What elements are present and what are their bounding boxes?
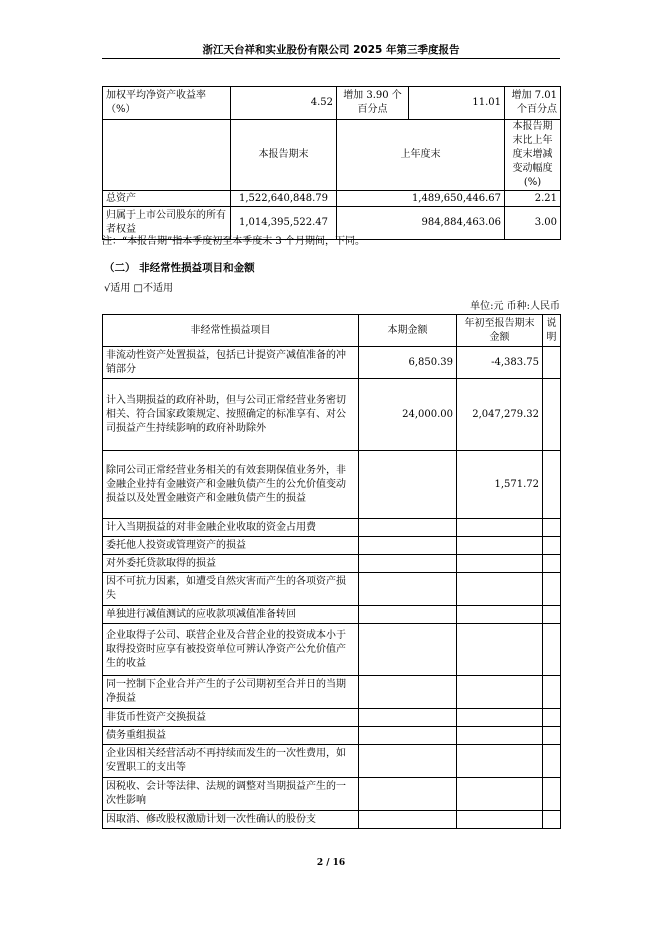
table-row [103, 315, 561, 347]
ytd-amount-cell [457, 606, 543, 624]
current-amount-cell [359, 745, 457, 778]
current-amount-cell [359, 727, 457, 745]
remark-cell [543, 573, 561, 606]
ytd-amount-cell: 2,047,279.32 [457, 379, 543, 451]
remark-cell [543, 727, 561, 745]
remark-cell [543, 745, 561, 778]
total-assets-period-end: 1,522,640,848.79 [231, 191, 337, 207]
item-cell: 同一控制下企业合并产生的子公司期初至合并日的当期净损益 [103, 676, 359, 709]
equity-period-end: 1,014,395,522.47 [231, 207, 337, 240]
table-row [103, 555, 561, 573]
table-row [103, 379, 561, 451]
item-cell: 计入当期损益的对非金融企业收取的资金占用费 [103, 519, 359, 537]
current-amount-cell [359, 606, 457, 624]
remark-cell [543, 676, 561, 709]
ytd-amount-cell [457, 778, 543, 811]
item-cell: 企业取得子公司、联营企业及合营企业的投资成本小于取得投资时应享有被投资单位可辨认净资产公允价值产生的收益 [103, 624, 359, 676]
remark-cell [543, 347, 561, 379]
ytd-amount-cell [457, 573, 543, 606]
equity-change: 3.00 [505, 207, 561, 240]
table-row [103, 727, 561, 745]
ytd-amount-cell [457, 727, 543, 745]
item-cell: 企业因相关经营活动不再持续而发生的一次性费用，如安置职工的支出等 [103, 745, 359, 778]
remark-cell [543, 451, 561, 519]
ytd-amount-cell [457, 537, 543, 555]
col-header-remark: 说明 [543, 315, 561, 347]
current-amount-cell [359, 451, 457, 519]
table-row [103, 87, 561, 120]
roe-current-change: 增加 3.90 个百分点 [337, 87, 409, 120]
section-title: （二） 非经常性损益项目和金额 [104, 262, 255, 274]
ytd-amount-cell [457, 624, 543, 676]
item-cell: 因取消、修改股权激励计划一次性确认的股份支 [103, 811, 359, 829]
total-assets-label: 总资产 [103, 191, 231, 207]
remark-cell [543, 519, 561, 537]
ytd-amount-cell: 1,571.72 [457, 451, 543, 519]
table-row [103, 745, 561, 778]
page-number: 2 / 16 [316, 858, 346, 868]
item-cell: 非流动性资产处置损益，包括已计提资产减值准备的冲销部分 [103, 347, 359, 379]
item-cell: 非货币性资产交换损益 [103, 709, 359, 727]
roe-ytd: 11.01 [409, 87, 505, 120]
remark-cell [543, 379, 561, 451]
table-row [103, 451, 561, 519]
item-cell: 计入当期损益的政府补助，但与公司正常经营业务密切相关、符合国家政策规定、按照确定的标准享有、对公司损益产生持续影响的政府补助除外 [103, 379, 359, 451]
item-cell: 委托他人投资或管理资产的损益 [103, 537, 359, 555]
item-cell: 除同公司正常经营业务相关的有效套期保值业务外，非金融企业持有金融资产和金融负债产生的公允价值变动损益以及处置金融资产和金融负债产生的损益 [103, 451, 359, 519]
unit-currency-label: 单位:元 币种:人民币 [470, 301, 560, 312]
col-header-change: 本报告期末比上年度末增减变动幅度(%) [505, 120, 561, 191]
equity-label: 归属于上市公司股东的所有者权益 [103, 207, 231, 240]
report-header-title: 浙江天台祥和实业股份有限公司 2025 年第三季度报告 [202, 44, 460, 56]
current-amount-cell [359, 676, 457, 709]
applicable-checkbox-line: √适用 □不适用 [104, 283, 173, 294]
remark-cell [543, 778, 561, 811]
table-row [103, 347, 561, 379]
table-row [103, 676, 561, 709]
ytd-amount-cell [457, 519, 543, 537]
ytd-amount-cell [457, 555, 543, 573]
current-amount-cell [359, 537, 457, 555]
table-row [103, 120, 561, 191]
roe-current: 4.52 [231, 87, 337, 120]
col-header-prev-year-end: 上年度末 [337, 120, 505, 191]
table-row [103, 811, 561, 829]
total-assets-prev-year-end: 1,489,650,446.67 [337, 191, 505, 207]
col-header-item: 非经常性损益项目 [103, 315, 359, 347]
current-amount-cell [359, 573, 457, 606]
table-row [103, 709, 561, 727]
current-amount-cell: 24,000.00 [359, 379, 457, 451]
current-amount-cell [359, 709, 457, 727]
item-cell: 债务重组损益 [103, 727, 359, 745]
roe-label: 加权平均净资产收益率（%） [103, 87, 231, 120]
col-header-period-end: 本报告期末 [231, 120, 337, 191]
item-cell: 单独进行减值测试的应收款项减值准备转回 [103, 606, 359, 624]
roe-ytd-change: 增加 7.01 个百分点 [505, 87, 561, 120]
total-assets-change: 2.21 [505, 191, 561, 207]
item-cell: 因税收、会计等法律、法规的调整对当期损益产生的一次性影响 [103, 778, 359, 811]
table-row [103, 606, 561, 624]
current-amount-cell [359, 555, 457, 573]
current-amount-cell [359, 519, 457, 537]
table-row [103, 624, 561, 676]
empty-cell [103, 120, 231, 191]
equity-prev-year-end: 984,884,463.06 [337, 207, 505, 240]
ytd-amount-cell [457, 745, 543, 778]
item-cell: 对外委托贷款取得的损益 [103, 555, 359, 573]
table-row [103, 191, 561, 207]
current-amount-cell [359, 778, 457, 811]
current-amount-cell [359, 624, 457, 676]
ytd-amount-cell [457, 709, 543, 727]
remark-cell [543, 811, 561, 829]
col-header-ytd: 年初至报告期末金额 [457, 315, 543, 347]
remark-cell [543, 537, 561, 555]
remark-cell [543, 709, 561, 727]
current-amount-cell: 6,850.39 [359, 347, 457, 379]
period-note: 注：“本报告期”指本季度初至本季度末 3 个月期间，下同。 [102, 236, 365, 247]
header-rule [102, 58, 560, 59]
ytd-amount-cell [457, 676, 543, 709]
table-row [103, 519, 561, 537]
ytd-amount-cell [457, 811, 543, 829]
table-row [103, 573, 561, 606]
item-cell: 因不可抗力因素，如遭受自然灾害而产生的各项资产损失 [103, 573, 359, 606]
table-row [103, 778, 561, 811]
remark-cell [543, 555, 561, 573]
table-row [103, 537, 561, 555]
remark-cell [543, 624, 561, 676]
non-recurring-items-table [102, 314, 561, 829]
key-financials-table [102, 86, 561, 240]
remark-cell [543, 606, 561, 624]
current-amount-cell [359, 811, 457, 829]
col-header-current: 本期金额 [359, 315, 457, 347]
ytd-amount-cell: -4,383.75 [457, 347, 543, 379]
